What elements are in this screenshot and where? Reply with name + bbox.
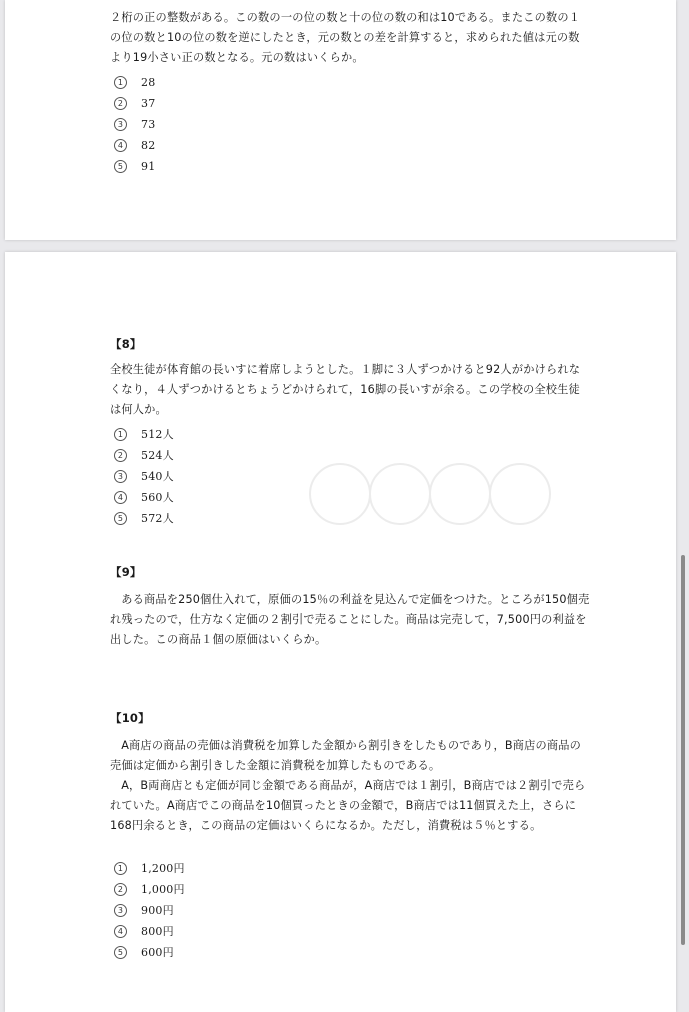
option-item bbox=[110, 900, 590, 921]
option-item bbox=[110, 445, 590, 466]
document-page-1 bbox=[5, 0, 676, 240]
question-8-options bbox=[110, 424, 590, 529]
option-number: 3 bbox=[114, 904, 127, 917]
option-value: 800円 bbox=[141, 925, 174, 938]
option-number: 2 bbox=[114, 449, 127, 462]
option-item bbox=[110, 114, 590, 135]
question-10-text-1: A商店の商品の売価は消費税を加算した金額から割引きをしたものであり，B商店の商品の売価は定価から割引きした金額に消費税を加算したものである。 bbox=[110, 739, 582, 772]
question-7 bbox=[110, 8, 590, 177]
option-number: 5 bbox=[114, 160, 127, 173]
question-10-text-2: A，B両商店とも定価が同じ金額である商品が，A商店では１割引，B商店では２割引で売られていた。A商店でこの商品を10個買ったときの金額で，B商店では11個買えた上，さらに168円余るとき，この商品の定価はいくらになるか。ただし，消費税は５％とする。 bbox=[110, 779, 586, 832]
option-item bbox=[110, 72, 590, 93]
option-value: 73 bbox=[141, 118, 156, 131]
question-9 bbox=[110, 562, 590, 650]
option-item bbox=[110, 921, 590, 942]
option-value: 28 bbox=[141, 76, 156, 89]
option-item bbox=[110, 487, 590, 508]
option-number: 2 bbox=[114, 97, 127, 110]
option-item bbox=[110, 424, 590, 445]
option-value: 524人 bbox=[141, 449, 174, 462]
option-item bbox=[110, 466, 590, 487]
question-9-heading: 【9】 bbox=[110, 565, 142, 579]
option-value: 512人 bbox=[141, 428, 174, 441]
option-item bbox=[110, 942, 590, 963]
option-number: 1 bbox=[114, 862, 127, 875]
option-number: 4 bbox=[114, 925, 127, 938]
option-item bbox=[110, 93, 590, 114]
option-number: 5 bbox=[114, 946, 127, 959]
option-number: 4 bbox=[114, 491, 127, 504]
option-item bbox=[110, 879, 590, 900]
option-number: 2 bbox=[114, 883, 127, 896]
option-value: 1,200円 bbox=[141, 862, 185, 875]
question-7-text: ２桁の正の整数がある。この数の一の位の数と十の位の数の和は10である。またこの数の１の位の数と10の位の数を逆にしたとき，元の数との差を計算すると，求められた値は元の数より19小さい正の数となる。元の数はいくらか。 bbox=[110, 11, 581, 64]
option-value: 600円 bbox=[141, 946, 174, 959]
question-10-options bbox=[110, 858, 590, 963]
option-number: 3 bbox=[114, 470, 127, 483]
option-number: 5 bbox=[114, 512, 127, 525]
question-8-heading: 【8】 bbox=[110, 337, 142, 351]
option-number: 4 bbox=[114, 139, 127, 152]
question-8-text: 全校生徒が体育館の長いすに着席しようとした。１脚に３人ずつかけると92人がかけられなくなり，４人ずつかけるとちょうどかけられて，16脚の長いすが余る。この学校の全校生徒は何人か。 bbox=[110, 363, 581, 416]
option-value: 572人 bbox=[141, 512, 174, 525]
question-8 bbox=[110, 334, 590, 529]
document-page-2 bbox=[5, 252, 676, 1012]
option-value: 1,000円 bbox=[141, 883, 185, 896]
option-number: 1 bbox=[114, 428, 127, 441]
option-item bbox=[110, 135, 590, 156]
option-number: 3 bbox=[114, 118, 127, 131]
option-item bbox=[110, 858, 590, 879]
option-value: 540人 bbox=[141, 470, 174, 483]
question-10-heading: 【10】 bbox=[110, 711, 150, 725]
question-7-options bbox=[110, 72, 590, 177]
option-value: 37 bbox=[141, 97, 156, 110]
option-number: 1 bbox=[114, 76, 127, 89]
question-9-text: ある商品を250個仕入れて，原価の15％の利益を見込んで定価をつけた。ところが150個売れ残ったので，仕方なく定価の２割引で売ることにした。商品は完売して，7,500円の利益を出した。この商品１個の原価はいくらか。 bbox=[110, 593, 590, 646]
option-value: 900円 bbox=[141, 904, 174, 917]
question-10 bbox=[110, 708, 590, 963]
option-item bbox=[110, 156, 590, 177]
option-item bbox=[110, 508, 590, 529]
option-value: 91 bbox=[141, 160, 156, 173]
option-value: 82 bbox=[141, 139, 156, 152]
vertical-scrollbar[interactable] bbox=[681, 555, 685, 945]
option-value: 560人 bbox=[141, 491, 174, 504]
